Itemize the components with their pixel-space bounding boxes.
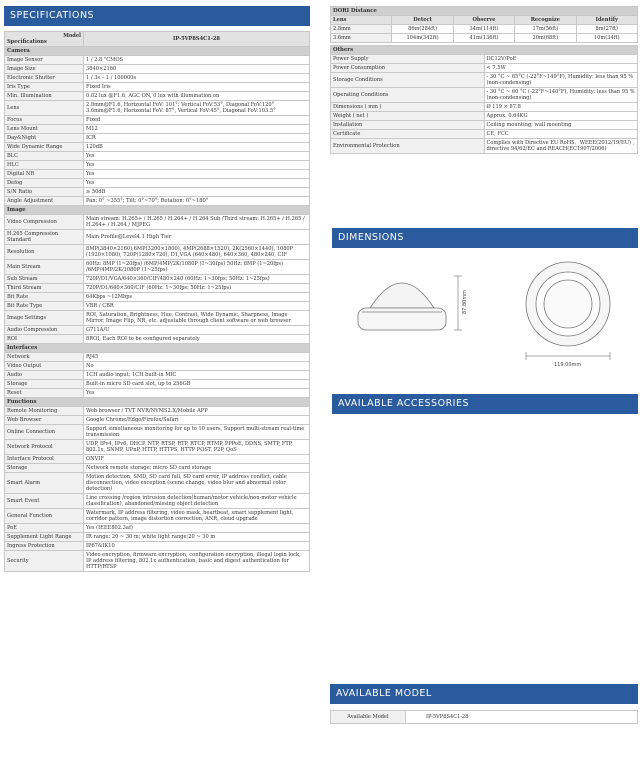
others-value: - 30 °C ~ 65°C (-22°F~149°F), Humidity: less than 95 % (non-condensing)	[484, 73, 638, 88]
others-row	[331, 121, 638, 130]
others-title: Others	[331, 46, 638, 55]
spec-row	[5, 170, 310, 179]
spec-value: 720P/D1/640×360/CIF (60Hz: 1~30fps; 50Hz: 1~25fps)	[84, 284, 310, 293]
available-model-table	[330, 710, 638, 724]
spec-header-model-value: IP-5VP8S4C1-28	[84, 32, 310, 47]
dori-lens: 3.6mm	[331, 34, 392, 43]
spec-key: Bit Rate	[5, 293, 84, 302]
spec-key: Ingress Protection	[5, 542, 84, 551]
spec-key: General Function	[5, 509, 84, 524]
others-value: Approx. 0.64KG	[484, 112, 638, 121]
spec-key: ROI	[5, 335, 84, 344]
dimensions-banner: DIMENSIONS	[332, 228, 638, 248]
spec-row	[5, 335, 310, 344]
spec-value: ≥ 50dB	[84, 188, 310, 197]
spec-row	[5, 380, 310, 389]
spec-value: Support simultaneous monitoring for up to 10 users, Support multi-stream real-time transmission	[84, 425, 310, 440]
spec-value: Main stream: H.265+ / H.265 / H.264+ / H.264 Sub /Third stream: H.265+ / H.265 / H.264+ / H.264 / MJPEG	[84, 215, 310, 230]
spec-value: UDP, IPv4, IPv6, DHCP, NTP, RTSP, RTP, RTCP, RTMP, PPPoE, DDNS, SMTP, FTP, 802.1x, SNMP, UPnP, HTTP, HTTPS, HTTP POST, P2P, QoS	[84, 440, 310, 455]
spec-key: Sub Stream	[5, 275, 84, 284]
spec-row	[5, 284, 310, 293]
spec-value: Yes	[84, 170, 310, 179]
spec-value: 2.8mm@F1.6, Horizontal FoV: 101°; Vertical FoV:53°, Diagonal FoV:120° 3.6mm@F1.6, Horizontal FoV: 87°, Vertical FoV:45°, Diagonal FoV:103.5°	[84, 101, 310, 116]
dori-header-recognize: Recognize	[515, 16, 576, 25]
spec-key: Resolution	[5, 245, 84, 260]
available-model-label: Available Model	[331, 711, 406, 724]
right-column	[330, 6, 638, 720]
spec-value: ICR	[84, 134, 310, 143]
spec-value: 64Kbps ~12Mbps	[84, 293, 310, 302]
available-model-row	[331, 711, 638, 724]
spec-key: Image Size	[5, 65, 84, 74]
spec-row	[5, 509, 310, 524]
spec-row	[5, 56, 310, 65]
accessories-banner: AVAILABLE ACCESSORIES	[332, 394, 638, 414]
spec-value: Yes	[84, 389, 310, 398]
height-label: 87.80mm	[462, 289, 468, 314]
spec-value: Video encryption, firmware encryption, configuration encryption, illegal login lock, IP address filtering, 802.1x authentication, basic and digest authentication for HTTP/RTSP	[84, 551, 310, 572]
spec-key: Network	[5, 353, 84, 362]
dimensions-section	[332, 228, 638, 368]
available-model-value: IP-5VP8S4C1-28	[406, 711, 638, 724]
spec-row	[5, 440, 310, 455]
available-model-banner: AVAILABLE MODEL	[330, 684, 638, 704]
spec-key: Audio	[5, 371, 84, 380]
spec-row	[5, 362, 310, 371]
spec-value: Fixed Iris	[84, 83, 310, 92]
spec-value: Line crossing /region intrusion detection(human/motor vehicle/non-motor vehicle classification), abandoned/missing object detection	[84, 494, 310, 509]
height-dimension	[454, 276, 462, 330]
spec-row	[5, 311, 310, 326]
spec-key: Bit Rate Type	[5, 302, 84, 311]
spec-value: No	[84, 362, 310, 371]
others-value: - 30 °C ~ 60 °C (-22°F~140°F), Humidity: less than 95 % (non-condensing)	[484, 88, 638, 103]
dori-header-row	[331, 16, 638, 25]
spec-key: Video Compression	[5, 215, 84, 230]
spec-key: Video Output	[5, 362, 84, 371]
others-key: Dimensions ( mm )	[331, 103, 485, 112]
spec-key: Online Connection	[5, 425, 84, 440]
dimensions-drawing	[332, 248, 638, 378]
dori-title-row	[331, 7, 638, 16]
spec-row	[5, 275, 310, 284]
spec-section-title: Image	[5, 206, 310, 215]
dori-distance: 10m(34ft)	[576, 34, 637, 43]
spec-row	[5, 542, 310, 551]
spec-value: 0.02 lux @F1.6, AGC ON, 0 lux with illumination on	[84, 92, 310, 101]
dori-distance: 8m(27ft)	[576, 25, 637, 34]
spec-key: Network Protocol	[5, 440, 84, 455]
others-value: Complies with Directive EU RoHS、WEEE(2012/19/EU) , directive 94/62/EC and REACH(EC1907/2006)	[484, 139, 638, 154]
spec-key: Lens	[5, 101, 84, 116]
available-model-section	[330, 684, 638, 724]
spec-row	[5, 125, 310, 134]
others-value: Ø 119 × 87.8	[484, 103, 638, 112]
spec-row	[5, 260, 310, 275]
spec-row	[5, 65, 310, 74]
spec-section-row	[5, 344, 310, 353]
spec-section-title: Functions	[5, 398, 310, 407]
spec-value: M12	[84, 125, 310, 134]
spec-row	[5, 293, 310, 302]
specifications-column	[4, 6, 310, 572]
dori-header-identify: Identify	[576, 16, 637, 25]
spec-body	[5, 47, 310, 572]
others-key: Storage Conditions	[331, 73, 485, 88]
spec-value: 1CH audio input; 1CH built-in MIC	[84, 371, 310, 380]
spec-header-key	[5, 32, 84, 47]
others-title-row	[331, 46, 638, 55]
spec-row	[5, 161, 310, 170]
spec-key: Image Settings	[5, 311, 84, 326]
spec-key: S/N Ratio	[5, 188, 84, 197]
spec-value: Yes	[84, 179, 310, 188]
spec-value: RJ45	[84, 353, 310, 362]
dori-header-detect: Detect	[392, 16, 453, 25]
spec-key: PoE	[5, 524, 84, 533]
spec-section-row	[5, 206, 310, 215]
spec-row	[5, 326, 310, 335]
spec-header-row	[5, 32, 310, 47]
width-label: 119.00mm	[554, 362, 582, 368]
spec-value: 8ROI, Each ROI to be configured separately	[84, 335, 310, 344]
spec-value: Web browser / TVT NVR/NVMS2.X/Mobile APP	[84, 407, 310, 416]
spec-value: G711A/U	[84, 326, 310, 335]
accessories-section	[332, 394, 638, 414]
spec-key: H.265 Compression Standard	[5, 230, 84, 245]
others-row	[331, 55, 638, 64]
spec-row	[5, 425, 310, 440]
spec-value: Google Chrome/Edge/Firefox/Safari	[84, 416, 310, 425]
dori-row	[331, 25, 638, 34]
others-key: Certificate	[331, 130, 485, 139]
spec-row	[5, 302, 310, 311]
spec-value: Main Profile@Level4.1 High Tier	[84, 230, 310, 245]
spec-row	[5, 464, 310, 473]
spec-key: Digital NR	[5, 170, 84, 179]
spec-key: Electronic Shutter	[5, 74, 84, 83]
dome-top-view	[526, 262, 610, 346]
dori-distance: 20m(68ft)	[515, 34, 576, 43]
spec-key: Storage	[5, 464, 84, 473]
spec-value: Motion detection, SMD, SD card full, SD card error, IP address conflict, cable disconnection, video exception (scene change, video blur and abnormal color detection)	[84, 473, 310, 494]
dori-lens: 2.8mm	[331, 25, 392, 34]
spec-key: Defog	[5, 179, 84, 188]
spec-row	[5, 215, 310, 230]
spec-header-model: Model	[63, 33, 81, 39]
spec-value: Fixed	[84, 116, 310, 125]
others-value: Ceiling mounting; wall mounting	[484, 121, 638, 130]
spec-value: Yes	[84, 161, 310, 170]
spec-value: 8MP(3840×2160),6MP(3200×1800), 4MP(2688×1520), 2K(2560×1440), 1080P (1920×1080), 720P(1280×720), D1,VGA (640×480), 640×360, 480×240, CIF	[84, 245, 310, 260]
others-key: Operating Conditions	[331, 88, 485, 103]
spec-section-row	[5, 47, 310, 56]
width-dimension	[526, 352, 610, 360]
spec-row	[5, 134, 310, 143]
spec-value: Watermark, IP address filtering, video mask, heartbeat, smart supplement light, corridor pattern, image distortion correction, ANR, cloud upgrade	[84, 509, 310, 524]
spec-row	[5, 152, 310, 161]
dori-body	[331, 25, 638, 43]
spec-row	[5, 197, 310, 206]
spec-key: Angle Adjustment	[5, 197, 84, 206]
spec-row	[5, 533, 310, 542]
spec-key: Interface Protocol	[5, 455, 84, 464]
spec-key: BLC	[5, 152, 84, 161]
others-key: Environmental Protection	[331, 139, 485, 154]
spec-value: Built-in micro SD card slot, up to 256GB	[84, 380, 310, 389]
others-row	[331, 112, 638, 121]
spec-value: Yes (IEEE802.3af)	[84, 524, 310, 533]
spec-row	[5, 83, 310, 92]
spec-row	[5, 188, 310, 197]
spec-value: Yes	[84, 152, 310, 161]
others-row	[331, 139, 638, 154]
spec-value: 120dB	[84, 143, 310, 152]
spec-section-title: Interfaces	[5, 344, 310, 353]
spec-key: Day&Night	[5, 134, 84, 143]
others-value: CE, FCC	[484, 130, 638, 139]
spec-row	[5, 407, 310, 416]
spec-key: Main Stream	[5, 260, 84, 275]
spec-row	[5, 473, 310, 494]
spec-row	[5, 416, 310, 425]
others-row	[331, 103, 638, 112]
others-key: Power Supply	[331, 55, 485, 64]
spec-value: VBR / CBR	[84, 302, 310, 311]
others-row	[331, 130, 638, 139]
spec-key: Wide Dynamic Range	[5, 143, 84, 152]
others-row	[331, 64, 638, 73]
spec-section-title: Camera	[5, 47, 310, 56]
spec-row	[5, 551, 310, 572]
spec-value: IP67&IK10	[84, 542, 310, 551]
spec-key: Lens Mount	[5, 125, 84, 134]
spec-value: 1 / 3s – 1 / 100000s	[84, 74, 310, 83]
spec-row	[5, 524, 310, 533]
spec-value: ONVIF	[84, 455, 310, 464]
dori-distance: 104m(342ft)	[392, 34, 453, 43]
spec-key: Remote Monitoring	[5, 407, 84, 416]
others-row	[331, 88, 638, 103]
spec-key: Min. Illumination	[5, 92, 84, 101]
spec-value: 3840×2160	[84, 65, 310, 74]
spec-key: Focus	[5, 116, 84, 125]
spec-row	[5, 143, 310, 152]
spec-value: 1 / 2.8 "CMOS	[84, 56, 310, 65]
others-key: Installation	[331, 121, 485, 130]
spec-key: Web Browser	[5, 416, 84, 425]
spec-row	[5, 179, 310, 188]
spec-row	[5, 455, 310, 464]
others-value: < 7.5W	[484, 64, 638, 73]
spec-row	[5, 494, 310, 509]
spec-row	[5, 230, 310, 245]
spec-key: Audio Compression	[5, 326, 84, 335]
spec-row	[5, 245, 310, 260]
others-value: DC12V/PoE	[484, 55, 638, 64]
dori-header-observe: Observe	[453, 16, 514, 25]
spec-key: Iris Type	[5, 83, 84, 92]
spec-key: Third Stream	[5, 284, 84, 293]
others-key: Power Consumption	[331, 64, 485, 73]
spec-section-row	[5, 398, 310, 407]
others-body	[331, 55, 638, 154]
spec-row	[5, 74, 310, 83]
spec-value: ROI, Saturation, Brightness, Hue, Contrast, Wide Dynamic, Sharpness, Image Mirror, Image Flip, NR, etc. adjustable through client software or web browser	[84, 311, 310, 326]
dori-row	[331, 34, 638, 43]
spec-key: Supplement Light Range	[5, 533, 84, 542]
spec-value: Network remote storage; micro SD card storage	[84, 464, 310, 473]
dori-distance: 17m(56ft)	[515, 25, 576, 34]
spec-row	[5, 92, 310, 101]
specifications-table	[4, 31, 310, 572]
spec-value: Pan: 0° ~355°; Tilt: 0°~70°; Rotation: 0°~180°	[84, 197, 310, 206]
spec-key: Reset	[5, 389, 84, 398]
spec-value: 60Hz: 8MP (1~20fps) /6MP/4MP/2K/1080P (1~30fps) 50Hz: 8MP (1~20fps) /6MP/4MP/2K/1080P (1~25fps)	[84, 260, 310, 275]
others-table	[330, 45, 638, 154]
dori-distance: 41m(136ft)	[453, 34, 514, 43]
spec-header-specifications: Specifications	[7, 39, 47, 45]
dome-side-view	[358, 283, 446, 330]
spec-key: Image Sensor	[5, 56, 84, 65]
spec-value: 720P/D1/VGA/640×360/CIF/480×240 (60Hz: 1~30fps; 50Hz: 1~25fps)	[84, 275, 310, 284]
spec-key: Security	[5, 551, 84, 572]
dori-title: DORI Distance	[331, 7, 638, 16]
others-row	[331, 73, 638, 88]
spec-key: Smart Alarm	[5, 473, 84, 494]
spec-row	[5, 101, 310, 116]
spec-key: Smart Event	[5, 494, 84, 509]
spec-row	[5, 353, 310, 362]
spec-value: IR range: 20 ~ 30 m; white light range:20 ~ 30 m	[84, 533, 310, 542]
spec-key: HLC	[5, 161, 84, 170]
dori-header-lens: Lens	[331, 16, 392, 25]
dori-table	[330, 6, 638, 43]
spec-row	[5, 116, 310, 125]
others-key: Weight ( net )	[331, 112, 485, 121]
spec-row	[5, 371, 310, 380]
spec-row	[5, 389, 310, 398]
spec-key: Storage	[5, 380, 84, 389]
dori-distance: 34m(114ft)	[453, 25, 514, 34]
dori-distance: 86m(284ft)	[392, 25, 453, 34]
specifications-banner: SPECIFICATIONS	[4, 6, 310, 26]
